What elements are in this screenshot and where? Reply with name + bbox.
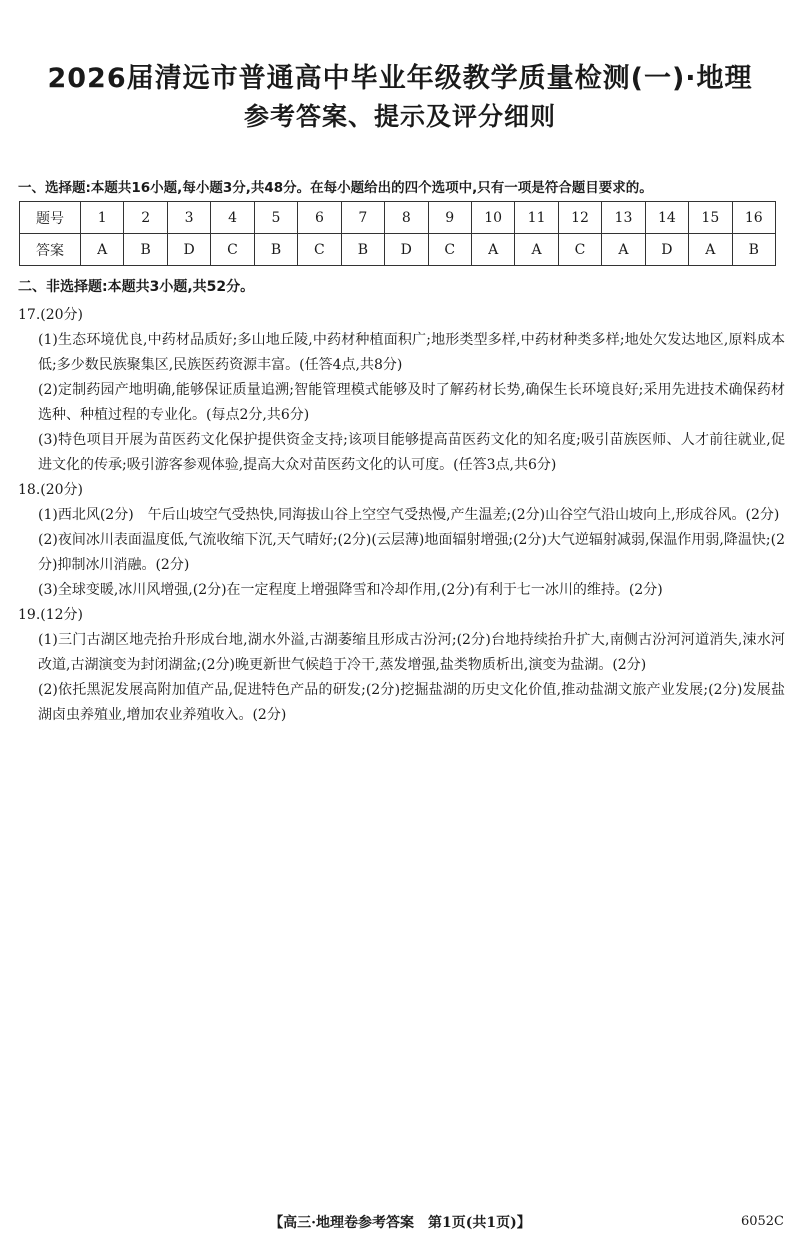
answer-cell: A xyxy=(602,234,645,266)
answer-cell: B xyxy=(254,234,297,266)
answer-table-answer-row xyxy=(20,234,776,266)
question-number-cell: 9 xyxy=(428,202,471,234)
answer-cell: D xyxy=(167,234,210,266)
answer-cell: A xyxy=(81,234,124,266)
answer-cell: D xyxy=(645,234,688,266)
answer-cell: C xyxy=(298,234,341,266)
row-label-answer: 答案 xyxy=(20,234,81,266)
answer-cell: C xyxy=(428,234,471,266)
section2-heading: 二、非选择题:本题共3小题,共52分。 xyxy=(18,279,255,295)
section1-heading: 一、选择题:本题共16小题,每小题3分,共48分。在每小题给出的四个选项中,只有一项是符合题目要求的。 xyxy=(18,180,653,196)
question-number-cell: 16 xyxy=(732,202,775,234)
question-17-part-1: (1)生态环境优良,中药材品质好;多山地丘陵,中药材种植面积广;地形类型多样,中药材种类多样;地处欠发达地区,原料成本低;多少数民族聚集区,民族医药资源丰富。(任答4点,共8分) xyxy=(38,332,785,373)
question-17-label: 17.(20分) xyxy=(18,307,84,323)
answer-cell: B xyxy=(732,234,775,266)
question-number-cell: 13 xyxy=(602,202,645,234)
question-number-cell: 3 xyxy=(167,202,210,234)
answer-cell: C xyxy=(558,234,601,266)
page-footer: 【高三·地理卷参考答案 第1页(共1页)】 xyxy=(269,1215,531,1231)
question-number-cell: 1 xyxy=(81,202,124,234)
question-number-cell: 6 xyxy=(298,202,341,234)
question-number-cell: 7 xyxy=(341,202,384,234)
answer-cell: A xyxy=(471,234,514,266)
answer-cell: C xyxy=(211,234,254,266)
question-18-part-1: (1)西北风(2分) 午后山坡空气受热快,同海拔山谷上空空气受热慢,产生温差;(2分)山谷空气沿山坡向上,形成谷风。(2分) xyxy=(38,507,780,523)
page-subtitle: 参考答案、提示及评分细则 xyxy=(243,102,556,131)
answer-cell: A xyxy=(689,234,732,266)
answer-cell: B xyxy=(341,234,384,266)
question-number-cell: 14 xyxy=(645,202,688,234)
answer-table xyxy=(19,201,776,266)
question-number-cell: 2 xyxy=(124,202,167,234)
page-title: 2026届清远市普通高中毕业年级教学质量检测(一)·地理 xyxy=(47,63,753,94)
question-number-cell: 10 xyxy=(471,202,514,234)
row-label-number: 题号 xyxy=(20,202,81,234)
question-number-cell: 12 xyxy=(558,202,601,234)
question-number-cell: 4 xyxy=(211,202,254,234)
question-number-cell: 5 xyxy=(254,202,297,234)
answer-cell: B xyxy=(124,234,167,266)
answer-table-number-row xyxy=(20,202,776,234)
question-19-part-2: (2)依托黑泥发展高附加值产品,促进特色产品的研发;(2分)挖掘盐湖的历史文化价值,推动盐湖文旅产业发展;(2分)发展盐湖卤虫养殖业,增加农业养殖收入。(2分) xyxy=(38,682,785,723)
question-19-part-1: (1)三门古湖区地壳抬升形成台地,湖水外溢,古湖萎缩且形成古汾河;(2分)台地持续抬升扩大,南侧古汾河河道消失,涑水河改道,古湖演变为封闭湖盆;(2分)晚更新世气候趋于冷干,蒸发增强,盐类物质析出,演变为盐湖。(2分) xyxy=(38,632,785,673)
question-number-cell: 15 xyxy=(689,202,732,234)
document-code: 6052C xyxy=(740,1214,784,1229)
question-18-label: 18.(20分) xyxy=(18,482,84,498)
question-19-label: 19.(12分) xyxy=(18,607,84,623)
question-number-cell: 8 xyxy=(385,202,428,234)
question-17-part-3: (3)特色项目开展为苗医药文化保护提供资金支持;该项目能够提高苗医药文化的知名度;吸引苗族医师、人才前往就业,促进文化的传承;吸引游客参观体验,提高大众对苗医药文化的认可度。(任答3点,共6分) xyxy=(38,432,785,473)
answer-cell: A xyxy=(515,234,558,266)
question-18-part-3: (3)全球变暖,冰川风增强,(2分)在一定程度上增强降雪和冷却作用,(2分)有利于七一冰川的维持。(2分) xyxy=(38,582,663,598)
question-number-cell: 11 xyxy=(515,202,558,234)
answer-body xyxy=(18,303,785,728)
question-18-part-2: (2)夜间冰川表面温度低,气流收缩下沉,天气晴好;(2分)(云层薄)地面辐射增强;(2分)大气逆辐射减弱,保温作用弱,降温快;(2分)抑制冰川消融。(2分) xyxy=(38,532,785,573)
answer-cell: D xyxy=(385,234,428,266)
question-17-part-2: (2)定制药园产地明确,能够保证质量追溯;智能管理模式能够及时了解药材长势,确保生长环境良好;采用先进技术确保药材选种、种植过程的专业化。(每点2分,共6分) xyxy=(38,382,785,423)
